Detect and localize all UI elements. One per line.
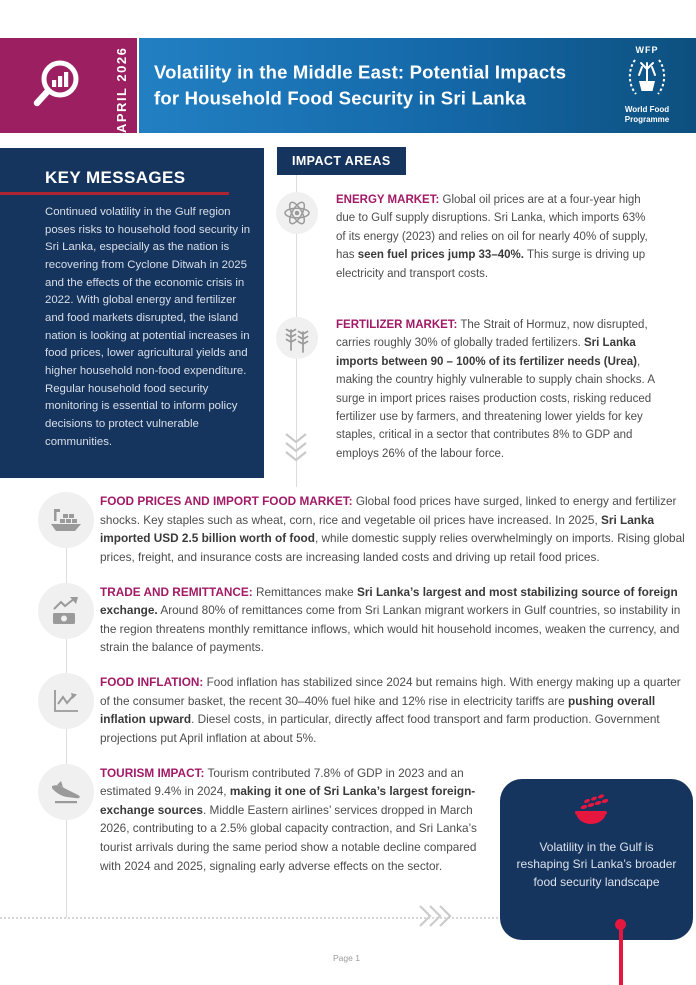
- chevrons-right-icon: [418, 903, 454, 934]
- wfp-name: World Food Programme: [624, 105, 670, 125]
- section-food-inflation-text: FOOD INFLATION: Food inflation has stabilized since 2024 but remains high. With energy making up a quarter of the consumer basket, the recent 30–40% fuel hike and 12% rise in electricity tariffs are pushing overall inflation upward. Diesel costs, in particular, directly affect food transport and farm production. Government projections put April inflation at about 5%.: [100, 675, 681, 745]
- page-number: Page 1: [333, 953, 360, 963]
- issue-date: APRIL 2026: [114, 46, 129, 133]
- key-messages-underline: [0, 192, 229, 195]
- impact-sections-list: [276, 191, 658, 496]
- wfp-acronym: WFP: [635, 45, 659, 55]
- key-messages-heading: KEY MESSAGES: [45, 168, 186, 187]
- callout-text: Volatility in the Gulf is reshaping Sri Lanka’s broader food security landscape: [516, 840, 677, 889]
- page-title: [154, 59, 566, 112]
- section-heading: FOOD INFLATION:: [100, 675, 204, 689]
- wheat-icon: [276, 317, 318, 359]
- section-heading: TOURISM IMPACT:: [100, 765, 205, 780]
- atom-icon: [276, 192, 318, 234]
- section-heading: TRADE AND REMITTANCE:: [100, 584, 253, 599]
- page-title-line1: Volatility in the Middle East: Potential Impacts: [154, 61, 567, 83]
- wfp-logo: [614, 45, 680, 126]
- section-trade-remittance-text: TRADE AND REMITTANCE: Remittances make Sri Lanka’s largest and most stabilizing source of foreign exchange. Around 80% of remittances come from Sri Lankan migrant workers in Gulf countries, so instability in the region threatens monthly remittance inflows, which would hit household incomes, weaken the currency, and strain the balance of payments.: [100, 584, 681, 655]
- section-heading: ENERGY MARKET:: [336, 194, 440, 206]
- page-title-line2: for Household Food Security in Sri Lanka: [154, 87, 526, 109]
- chevrons-down-icon: [283, 432, 309, 469]
- section-energy-market: [276, 191, 658, 283]
- rice-bowl-icon: [500, 793, 693, 834]
- callout-card: [500, 779, 693, 940]
- impact-areas-badge: IMPACT AREAS: [277, 147, 406, 175]
- key-messages-body: Continued volatility in the Gulf region poses risks to household food security in Sri Lanka, especially as the nation is recovering from Cyclone Ditwah in 2025 and the effects of the economic crisis in 2022. With global energy and fertilizer and food markets disrupted, the island nation is looking at potential increases in food prices, lower agricultural yields and higher household non-food expenditure. Regular household food security monitoring is essential to inform policy decisions to protect vulnerable communities.: [45, 206, 251, 448]
- section-food-prices: [38, 492, 690, 567]
- cargo-ship-icon: [38, 492, 94, 548]
- magnifier-chart-icon: [26, 54, 86, 116]
- key-messages-panel: [0, 148, 264, 478]
- wfp-emblem-icon: [625, 86, 669, 103]
- plane-landing-icon: [38, 764, 94, 820]
- section-heading: FERTILIZER MARKET:: [336, 318, 458, 331]
- section-energy-market-text: ENERGY MARKET: Global oil prices are at a four-year high due to Gulf supply disruptions. Sri Lanka, which imports 63% of its energy (2023) and relies on oil for nearly 40% of supply, has seen fuel prices jump 33–40%. This surge is driving up electricity and transport costs.: [336, 194, 648, 280]
- title-banner: [139, 38, 696, 133]
- section-fertilizer-market-text: FERTILIZER MARKET: The Strait of Hormuz, now disrupted, carries roughly 30% of globally traded fertilizers. Sri Lanka imports between 90 – 100% of its fertilizer needs (Urea), making the country highly vulnerable to supply chain shocks. A surge in import prices raises production costs, risking reduced fertilizer use by farmers, and threatening lower yields for key staples, critical in a sector that contributes 8% to GDP and employs 26% of the labour force.: [336, 318, 655, 460]
- header-accent-box: [0, 38, 137, 133]
- section-tourism-impact-text: TOURISM IMPACT: Tourism contributed 7.8% of GDP in 2023 and an estimated 9.4% in 2024, making it one of Sri Lanka’s largest foreign-exchange sources. Middle Eastern airlines’ services dropped in March 2026, contributing to a 2.5% global capacity contraction, and Sri Lanka’s tourist arrivals during the same period show a notable decline compared with 2024 and 2025, signaling early adverse effects on the sector.: [100, 765, 477, 873]
- section-fertilizer-market: [276, 316, 658, 463]
- callout-pointer-line: [619, 926, 623, 985]
- line-chart-icon: [38, 673, 94, 729]
- section-trade-remittance: [38, 583, 690, 658]
- section-food-prices-text: FOOD PRICES AND IMPORT FOOD MARKET: Global food prices have surged, linked to energy and fertilizer shocks. Key staples such as wheat, corn, rice and vegetable oil prices have increased. In 2025, Sri Lanka imported USD 2.5 billion worth of food, while domestic supply relies overwhelmingly on imports. Rising global prices, freight, and insurance costs are increasing landed costs and driving up retail food prices.: [100, 494, 685, 564]
- section-heading: FOOD PRICES AND IMPORT FOOD MARKET:: [100, 494, 353, 508]
- section-food-inflation: [38, 673, 690, 748]
- trade-money-icon: [38, 583, 94, 639]
